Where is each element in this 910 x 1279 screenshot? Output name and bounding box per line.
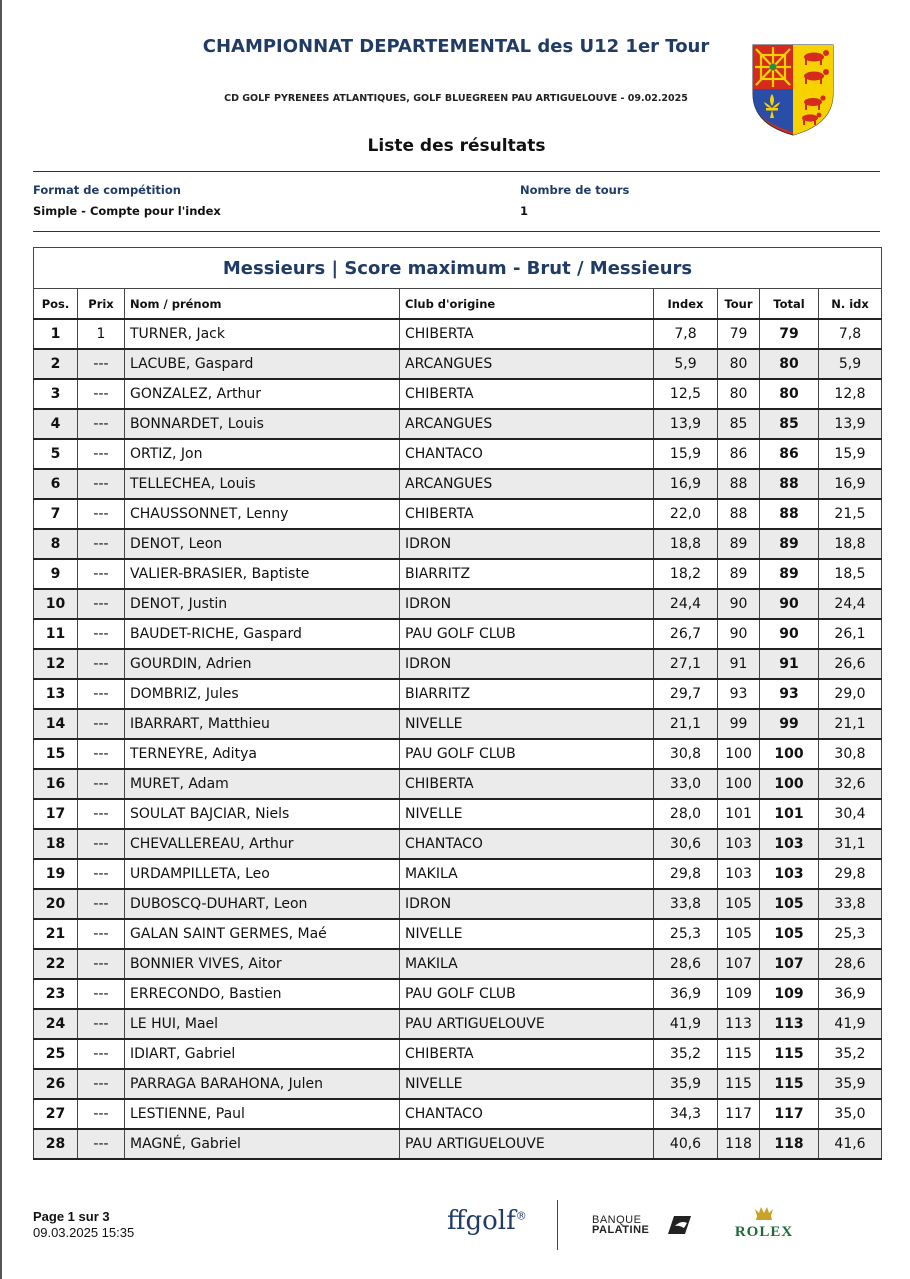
cell-player-name: DUBOSCQ-DUHART, Leon: [125, 889, 400, 919]
rounds-label: Nombre de tours: [520, 183, 630, 197]
table-row: [34, 529, 882, 559]
cell-new-index: 36,9: [819, 979, 882, 1009]
cell-round-score: 86: [718, 439, 760, 469]
cell-player-name: MAGNÉ, Gabriel: [125, 1129, 400, 1159]
cell-index: 33,8: [654, 889, 718, 919]
cell-player-name: TERNEYRE, Aditya: [125, 739, 400, 769]
cell-index: 40,6: [654, 1129, 718, 1159]
cell-prize: ---: [78, 919, 125, 949]
column-header-name: Nom / prénom: [125, 289, 400, 320]
cell-index: 7,8: [654, 319, 718, 349]
cell-club: BIARRITZ: [400, 559, 654, 589]
table-row: [34, 349, 882, 379]
cell-player-name: IDIART, Gabriel: [125, 1039, 400, 1069]
cell-club: NIVELLE: [400, 709, 654, 739]
cell-round-score: 79: [718, 319, 760, 349]
cell-prize: ---: [78, 1129, 125, 1159]
cell-new-index: 32,6: [819, 769, 882, 799]
cell-new-index: 18,8: [819, 529, 882, 559]
cell-total: 90: [760, 589, 819, 619]
cell-position: 4: [34, 409, 78, 439]
cell-player-name: CHEVALLEREAU, Arthur: [125, 829, 400, 859]
cell-club: IDRON: [400, 649, 654, 679]
cell-player-name: LESTIENNE, Paul: [125, 1099, 400, 1129]
cell-club: CHIBERTA: [400, 319, 654, 349]
cell-index: 16,9: [654, 469, 718, 499]
cell-new-index: 33,8: [819, 889, 882, 919]
cell-prize: ---: [78, 619, 125, 649]
cell-round-score: 90: [718, 589, 760, 619]
cell-prize: ---: [78, 589, 125, 619]
table-row: [34, 919, 882, 949]
table-row: [34, 1129, 882, 1159]
table-row: [34, 799, 882, 829]
cell-player-name: VALIER-BRASIER, Baptiste: [125, 559, 400, 589]
cell-new-index: 31,1: [819, 829, 882, 859]
rolex-text: ROLEX: [734, 1224, 794, 1240]
cell-total: 113: [760, 1009, 819, 1039]
cell-club: CHIBERTA: [400, 769, 654, 799]
cell-index: 18,2: [654, 559, 718, 589]
crown-icon: [754, 1206, 774, 1222]
cell-index: 28,6: [654, 949, 718, 979]
sponsor-divider: [557, 1200, 558, 1250]
cell-player-name: URDAMPILLETA, Leo: [125, 859, 400, 889]
cell-position: 2: [34, 349, 78, 379]
cell-total: 80: [760, 379, 819, 409]
cell-prize: ---: [78, 709, 125, 739]
cell-total: 103: [760, 829, 819, 859]
cell-position: 19: [34, 859, 78, 889]
banque-palatine-logo: [592, 1215, 649, 1235]
table-row: [34, 469, 882, 499]
cell-club: PAU ARTIGUELOUVE: [400, 1129, 654, 1159]
divider: [33, 171, 880, 172]
cell-prize: ---: [78, 649, 125, 679]
cell-total: 85: [760, 409, 819, 439]
cell-round-score: 90: [718, 619, 760, 649]
cell-prize: ---: [78, 559, 125, 589]
cell-total: 115: [760, 1069, 819, 1099]
cell-new-index: 26,1: [819, 619, 882, 649]
cell-prize: ---: [78, 469, 125, 499]
cell-position: 3: [34, 379, 78, 409]
cell-prize: ---: [78, 769, 125, 799]
cell-index: 12,5: [654, 379, 718, 409]
cell-round-score: 89: [718, 559, 760, 589]
cell-total: 90: [760, 619, 819, 649]
cell-total: 100: [760, 739, 819, 769]
cell-player-name: BAUDET-RICHE, Gaspard: [125, 619, 400, 649]
cell-player-name: CHAUSSONNET, Lenny: [125, 499, 400, 529]
cell-player-name: BONNIER VIVES, Aitor: [125, 949, 400, 979]
cell-player-name: ORTIZ, Jon: [125, 439, 400, 469]
cell-index: 29,7: [654, 679, 718, 709]
table-row: [34, 439, 882, 469]
cell-new-index: 25,3: [819, 919, 882, 949]
table-row: [34, 1099, 882, 1129]
cell-club: MAKILA: [400, 859, 654, 889]
cell-position: 9: [34, 559, 78, 589]
cell-position: 17: [34, 799, 78, 829]
registered-mark: ®: [515, 1209, 527, 1223]
cell-player-name: DENOT, Leon: [125, 529, 400, 559]
page-number: Page 1 sur 3: [33, 1209, 110, 1224]
cell-position: 12: [34, 649, 78, 679]
cell-index: 29,8: [654, 859, 718, 889]
cell-new-index: 35,9: [819, 1069, 882, 1099]
cell-prize: ---: [78, 1069, 125, 1099]
cell-index: 30,8: [654, 739, 718, 769]
cell-position: 7: [34, 499, 78, 529]
cell-index: 24,4: [654, 589, 718, 619]
cell-club: NIVELLE: [400, 799, 654, 829]
cell-new-index: 12,8: [819, 379, 882, 409]
results-list-title: Liste des résultats: [367, 136, 546, 156]
cell-position: 15: [34, 739, 78, 769]
cell-new-index: 16,9: [819, 469, 882, 499]
cell-new-index: 28,6: [819, 949, 882, 979]
cell-round-score: 80: [718, 379, 760, 409]
cell-round-score: 89: [718, 529, 760, 559]
cell-position: 25: [34, 1039, 78, 1069]
cell-club: PAU GOLF CLUB: [400, 619, 654, 649]
cell-round-score: 80: [718, 349, 760, 379]
cell-prize: ---: [78, 439, 125, 469]
rolex-logo: [731, 1206, 797, 1241]
cell-index: 27,1: [654, 649, 718, 679]
table-row: [34, 679, 882, 709]
results-table: [33, 247, 882, 1160]
page-title: CHAMPIONNAT DEPARTEMENTAL des U12 1er Tour: [202, 36, 710, 57]
results-body: [34, 319, 882, 1159]
column-header-total: Total: [760, 289, 819, 320]
cell-round-score: 107: [718, 949, 760, 979]
cell-player-name: GONZALEZ, Arthur: [125, 379, 400, 409]
cell-new-index: 30,8: [819, 739, 882, 769]
cell-round-score: 85: [718, 409, 760, 439]
cell-position: 11: [34, 619, 78, 649]
cell-round-score: 118: [718, 1129, 760, 1159]
cell-player-name: PARRAGA BARAHONA, Julen: [125, 1069, 400, 1099]
cell-prize: 1: [78, 319, 125, 349]
cell-player-name: TURNER, Jack: [125, 319, 400, 349]
cell-player-name: SOULAT BAJCIAR, Niels: [125, 799, 400, 829]
cell-prize: ---: [78, 1099, 125, 1129]
cell-player-name: LACUBE, Gaspard: [125, 349, 400, 379]
cell-new-index: 30,4: [819, 799, 882, 829]
cell-position: 10: [34, 589, 78, 619]
cell-club: IDRON: [400, 889, 654, 919]
cell-index: 33,0: [654, 769, 718, 799]
page-left-border: [0, 0, 2, 1279]
cell-total: 118: [760, 1129, 819, 1159]
cell-position: 20: [34, 889, 78, 919]
cell-total: 80: [760, 349, 819, 379]
cell-new-index: 21,5: [819, 499, 882, 529]
cell-player-name: IBARRART, Matthieu: [125, 709, 400, 739]
cell-club: CHIBERTA: [400, 499, 654, 529]
format-value: Simple - Compte pour l'index: [33, 204, 221, 218]
cell-new-index: 41,6: [819, 1129, 882, 1159]
cell-index: 30,6: [654, 829, 718, 859]
cell-prize: ---: [78, 1039, 125, 1069]
cell-player-name: LE HUI, Mael: [125, 1009, 400, 1039]
cell-position: 16: [34, 769, 78, 799]
cell-club: IDRON: [400, 589, 654, 619]
cell-round-score: 109: [718, 979, 760, 1009]
cell-prize: ---: [78, 529, 125, 559]
cell-prize: ---: [78, 1009, 125, 1039]
cell-prize: ---: [78, 979, 125, 1009]
table-row: [34, 319, 882, 349]
cell-round-score: 88: [718, 469, 760, 499]
cell-round-score: 99: [718, 709, 760, 739]
flag-icon: [664, 1214, 692, 1236]
cell-total: 105: [760, 919, 819, 949]
cell-total: 101: [760, 799, 819, 829]
cell-prize: ---: [78, 889, 125, 919]
table-row: [34, 859, 882, 889]
cell-total: 89: [760, 529, 819, 559]
cell-prize: ---: [78, 829, 125, 859]
cell-index: 26,7: [654, 619, 718, 649]
cell-position: 18: [34, 829, 78, 859]
table-row: [34, 1069, 882, 1099]
table-row: [34, 709, 882, 739]
cell-club: BIARRITZ: [400, 679, 654, 709]
cell-new-index: 41,9: [819, 1009, 882, 1039]
cell-total: 105: [760, 889, 819, 919]
cell-new-index: 24,4: [819, 589, 882, 619]
table-row: [34, 1009, 882, 1039]
cell-position: 22: [34, 949, 78, 979]
cell-prize: ---: [78, 409, 125, 439]
table-row: [34, 769, 882, 799]
cell-club: ARCANGUES: [400, 349, 654, 379]
cell-new-index: 21,1: [819, 709, 882, 739]
table-row: [34, 889, 882, 919]
cell-round-score: 103: [718, 859, 760, 889]
column-header-club: Club d'origine: [400, 289, 654, 320]
cell-position: 24: [34, 1009, 78, 1039]
cell-index: 35,9: [654, 1069, 718, 1099]
cell-total: 100: [760, 769, 819, 799]
cell-prize: ---: [78, 379, 125, 409]
cell-round-score: 100: [718, 769, 760, 799]
cell-index: 25,3: [654, 919, 718, 949]
cell-position: 8: [34, 529, 78, 559]
banque-text: BANQUE: [592, 1214, 642, 1226]
cell-prize: ---: [78, 859, 125, 889]
cell-total: 93: [760, 679, 819, 709]
cell-index: 28,0: [654, 799, 718, 829]
cell-club: PAU GOLF CLUB: [400, 739, 654, 769]
cell-new-index: 13,9: [819, 409, 882, 439]
cell-position: 27: [34, 1099, 78, 1129]
cell-position: 23: [34, 979, 78, 1009]
table-row: [34, 379, 882, 409]
cell-new-index: 15,9: [819, 439, 882, 469]
column-header-index: Index: [654, 289, 718, 320]
cell-index: 21,1: [654, 709, 718, 739]
cell-round-score: 91: [718, 649, 760, 679]
cell-club: NIVELLE: [400, 919, 654, 949]
divider: [33, 231, 880, 232]
table-row: [34, 619, 882, 649]
table-row: [34, 949, 882, 979]
cell-club: NIVELLE: [400, 1069, 654, 1099]
cell-index: 35,2: [654, 1039, 718, 1069]
cell-club: ARCANGUES: [400, 469, 654, 499]
column-header-pos: Pos.: [34, 289, 78, 320]
cell-total: 99: [760, 709, 819, 739]
cell-new-index: 5,9: [819, 349, 882, 379]
cell-new-index: 18,5: [819, 559, 882, 589]
cell-total: 88: [760, 469, 819, 499]
cell-new-index: 26,6: [819, 649, 882, 679]
cell-club: CHANTACO: [400, 829, 654, 859]
cell-club: IDRON: [400, 529, 654, 559]
table-row: [34, 499, 882, 529]
cell-position: 26: [34, 1069, 78, 1099]
cell-prize: ---: [78, 739, 125, 769]
cell-position: 14: [34, 709, 78, 739]
cell-total: 103: [760, 859, 819, 889]
table-row: [34, 409, 882, 439]
cell-player-name: DENOT, Justin: [125, 589, 400, 619]
cell-club: MAKILA: [400, 949, 654, 979]
cell-round-score: 105: [718, 919, 760, 949]
column-header-round: Tour: [718, 289, 760, 320]
cell-club: CHANTACO: [400, 439, 654, 469]
table-row: [34, 739, 882, 769]
cell-round-score: 105: [718, 889, 760, 919]
cell-total: 117: [760, 1099, 819, 1129]
cell-player-name: GOURDIN, Adrien: [125, 649, 400, 679]
column-header-new-index: N. idx: [819, 289, 882, 320]
cell-index: 13,9: [654, 409, 718, 439]
cell-position: 5: [34, 439, 78, 469]
cell-position: 28: [34, 1129, 78, 1159]
table-row: [34, 589, 882, 619]
cell-club: ARCANGUES: [400, 409, 654, 439]
cell-index: 41,9: [654, 1009, 718, 1039]
ffgolf-logo: [447, 1206, 527, 1236]
cell-position: 6: [34, 469, 78, 499]
cell-new-index: 35,0: [819, 1099, 882, 1129]
cell-player-name: BONNARDET, Louis: [125, 409, 400, 439]
cell-total: 107: [760, 949, 819, 979]
cell-total: 115: [760, 1039, 819, 1069]
cell-total: 88: [760, 499, 819, 529]
cell-round-score: 100: [718, 739, 760, 769]
cell-new-index: 7,8: [819, 319, 882, 349]
cell-round-score: 93: [718, 679, 760, 709]
cell-round-score: 101: [718, 799, 760, 829]
cell-new-index: 29,0: [819, 679, 882, 709]
cell-round-score: 113: [718, 1009, 760, 1039]
cell-position: 1: [34, 319, 78, 349]
cell-prize: ---: [78, 499, 125, 529]
cell-prize: ---: [78, 349, 125, 379]
cell-club: CHANTACO: [400, 1099, 654, 1129]
rounds-value: 1: [520, 204, 529, 218]
cell-index: 18,8: [654, 529, 718, 559]
cell-player-name: GALAN SAINT GERMES, Maé: [125, 919, 400, 949]
column-header-prize: Prix: [78, 289, 125, 320]
cell-round-score: 115: [718, 1039, 760, 1069]
cell-club: CHIBERTA: [400, 379, 654, 409]
cell-new-index: 35,2: [819, 1039, 882, 1069]
cell-round-score: 103: [718, 829, 760, 859]
cell-player-name: DOMBRIZ, Jules: [125, 679, 400, 709]
page-subtitle: CD GOLF PYRENEES ATLANTIQUES, GOLF BLUEGREEN PAU ARTIGUELOUVE - 09.02.2025: [224, 93, 688, 104]
cell-new-index: 29,8: [819, 859, 882, 889]
table-row: [34, 559, 882, 589]
cell-index: 34,3: [654, 1099, 718, 1129]
table-row: [34, 829, 882, 859]
table-row: [34, 1039, 882, 1069]
cell-prize: ---: [78, 799, 125, 829]
cell-round-score: 117: [718, 1099, 760, 1129]
cell-position: 13: [34, 679, 78, 709]
cell-player-name: TELLECHEA, Louis: [125, 469, 400, 499]
basque-country-coat-of-arms-icon: [752, 44, 834, 136]
ffgolf-logo-text: ffgolf: [447, 1206, 516, 1236]
cell-round-score: 88: [718, 499, 760, 529]
table-caption: Messieurs | Score maximum - Brut / Messieurs: [34, 248, 882, 289]
cell-total: 79: [760, 319, 819, 349]
cell-club: PAU GOLF CLUB: [400, 979, 654, 1009]
cell-prize: ---: [78, 679, 125, 709]
cell-club: PAU ARTIGUELOUVE: [400, 1009, 654, 1039]
cell-club: CHIBERTA: [400, 1039, 654, 1069]
table-row: [34, 649, 882, 679]
cell-player-name: ERRECONDO, Bastien: [125, 979, 400, 1009]
cell-index: 15,9: [654, 439, 718, 469]
cell-total: 86: [760, 439, 819, 469]
cell-total: 109: [760, 979, 819, 1009]
cell-position: 21: [34, 919, 78, 949]
palatine-text: PALATINE: [592, 1224, 650, 1236]
format-label: Format de compétition: [33, 183, 181, 197]
print-datetime: 09.03.2025 15:35: [33, 1225, 135, 1240]
cell-prize: ---: [78, 949, 125, 979]
cell-total: 89: [760, 559, 819, 589]
cell-index: 5,9: [654, 349, 718, 379]
cell-index: 22,0: [654, 499, 718, 529]
cell-round-score: 115: [718, 1069, 760, 1099]
table-header-row: [34, 289, 882, 320]
cell-total: 91: [760, 649, 819, 679]
table-row: [34, 979, 882, 1009]
cell-index: 36,9: [654, 979, 718, 1009]
cell-player-name: MURET, Adam: [125, 769, 400, 799]
